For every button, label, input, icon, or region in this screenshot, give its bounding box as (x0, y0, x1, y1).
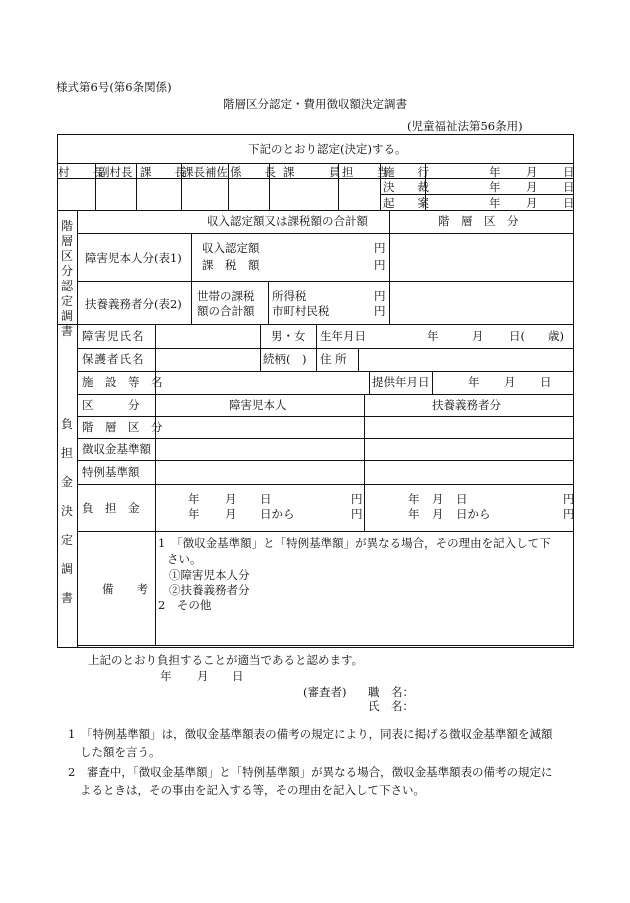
col-total-amount: 収入認定額又は課税額の合計額 (207, 214, 368, 228)
provision-month: 月 (504, 375, 516, 389)
standard-amount-label: 徴収金基準額 (82, 442, 151, 456)
special-amount-label: 特例基準額 (82, 465, 140, 479)
role-in-charge: 担 当 (342, 165, 388, 179)
classification-side-label: 階層区分認定調書 (60, 219, 73, 338)
age-suffix: 日( 歳) (509, 329, 564, 343)
row-child-label: 障害児本人分(表1) (85, 251, 182, 265)
form-number: 様式第6号(第6条関係) (56, 80, 172, 94)
role-unit-chief: 係 長 (230, 165, 276, 179)
document-page: 様式第6号(第6条関係) 階層区分認定・費用徴収額決定調書 (児童福祉法第56条用) 下記のとおり認定(決定)する。 村 長 副村長 課 長 課長補佐 係 長 課 員 担 当 施 行 決 裁 起 案 年 月 日 年 月 日 年 月 日 階層区分認定調書 収入認定額又は課税額の合計額 階 層 区 分 障害児本人分(表1) 収入認定額 課 税 額 円 円 扶養義務者分(表2) 世帯の課税 額の合計額 所得税 市町村民税 円 円 負担金決定調書 障害児氏名 男・女 生年月日 年 月 日( 歳) 保護者氏名 続柄( ) 住 所 施 設 等 名 提供年月日 年 月 日 区 分 障害児本人 扶養義務者分 階 層 区 分 徴収金基準額 特例基準額 負 担 金 年 月 日 円 年 月 日から 円 年 月 日 円 年 月 日から 円 備 考 1 「徴収金基準額」と「特例基準額」が異なる場合，その理由を記入して下 さい。 ①障害児本人分 ②扶養義務者分 2 その他 上記のとおり負担することが適当であると認めます。 年 月 日 (審査者) 職 名： 氏 名： 1 「特例基準額」は，徴収金基準額表の備考の規定により，同表に掲げる徴収金基準額を減額 した額を言う。 2 審査中，「徴収金基準額」と「特例基準額」が異なる場合，徴収金基準額表の備考の規定に よるときは，その事由を記入する等，その理由を記入して下さい。 (56, 80, 575, 797)
burden-side-label: 負担金決定調書 (60, 417, 73, 605)
income-recognized-label: 収入認定額 (202, 241, 260, 255)
action-approve: 決 裁 (383, 180, 429, 194)
yen-unit: 円 (374, 289, 386, 303)
relation-label: 続柄( ) (263, 352, 307, 366)
note-2-line-1: 2 審査中，「徴収金基準額」と「特例基準額」が異なる場合，徴収金基準額表の備考の規定に (68, 765, 553, 779)
child-name-label: 障害児氏名 (82, 329, 145, 343)
tax-amount-label: 課 税 額 (202, 258, 260, 272)
role-assistant-chief: 課長補佐 (182, 165, 228, 179)
note-2-line-2: よるときは，その事由を記入する等，その理由を記入して下さい。 (80, 783, 425, 797)
position-label: 職 名： (368, 685, 414, 699)
role-section-chief: 課 長 (140, 165, 186, 179)
category-label: 区 分 (82, 398, 140, 412)
yen-unit: 円 (374, 304, 386, 318)
remarks-line-1: 1 「徴収金基準額」と「特例基準額」が異なる場合，その理由を記入して下 (158, 536, 551, 550)
remarks-label: 備 考 (102, 582, 148, 596)
name-label: 氏 名： (368, 699, 414, 713)
remarks-option-child: ①障害児本人分 (169, 568, 250, 582)
birth-date-label: 生年月日 (320, 329, 366, 343)
col-support-header: 扶養義務者分 (432, 398, 501, 412)
role-staff: 課 員 (283, 165, 341, 179)
col-class: 階 層 区 分 (438, 214, 519, 228)
action-draft: 起 案 (383, 196, 429, 210)
address-label: 住 所 (320, 352, 347, 366)
birth-month: 月 (472, 329, 484, 343)
reviewer-label: (審査者) (303, 685, 347, 699)
burden-amount-label: 負 担 金 (82, 501, 140, 515)
approval-heading: 下記のとおり認定(決定)する。 (248, 142, 407, 156)
household-tax-label-1: 世帯の課税 (197, 289, 255, 303)
facility-label: 施 設 等 名 (82, 375, 163, 389)
col-child-header: 障害児本人 (229, 398, 287, 412)
note-1-line-2: した額を言う。 (80, 745, 161, 759)
remarks-line-2: 2 その他 (158, 598, 212, 612)
law-note: (児童福祉法第56条用) (407, 119, 523, 133)
income-tax-label: 所得税 (272, 289, 307, 303)
provision-day: 日 (540, 375, 552, 389)
remarks-option-support: ②扶養義務者分 (169, 583, 250, 597)
role-deputy-mayor: 副村長 (98, 165, 133, 179)
row-support-label: 扶養義務者分(表2) (85, 297, 182, 311)
municipal-tax-label: 市町村民税 (272, 304, 330, 318)
class-row-label: 階 層 区 分 (82, 420, 163, 434)
guardian-name-label: 保護者氏名 (82, 352, 145, 366)
approval-statement: 上記のとおり負担することが適当であると認めます。 (88, 653, 364, 667)
action-enforce: 施 行 (383, 165, 429, 179)
household-tax-label-2: 額の合計額 (197, 304, 255, 318)
provision-date-label: 提供年月日 (372, 375, 430, 389)
remarks-line-1b: さい。 (167, 552, 202, 566)
birth-year: 年 (427, 329, 439, 343)
yen-unit: 円 (374, 241, 386, 255)
yen-unit: 円 (374, 258, 386, 272)
note-1-line-1: 1 「特例基準額」は，徴収金基準額表の備考の規定により，同表に掲げる徴収金基準額を減額 (68, 727, 553, 741)
sex-field: 男・女 (271, 329, 306, 343)
provision-year: 年 (468, 375, 480, 389)
document-title: 階層区分認定・費用徴収額決定調書 (223, 97, 407, 111)
role-mayor: 村 長 (58, 165, 104, 179)
